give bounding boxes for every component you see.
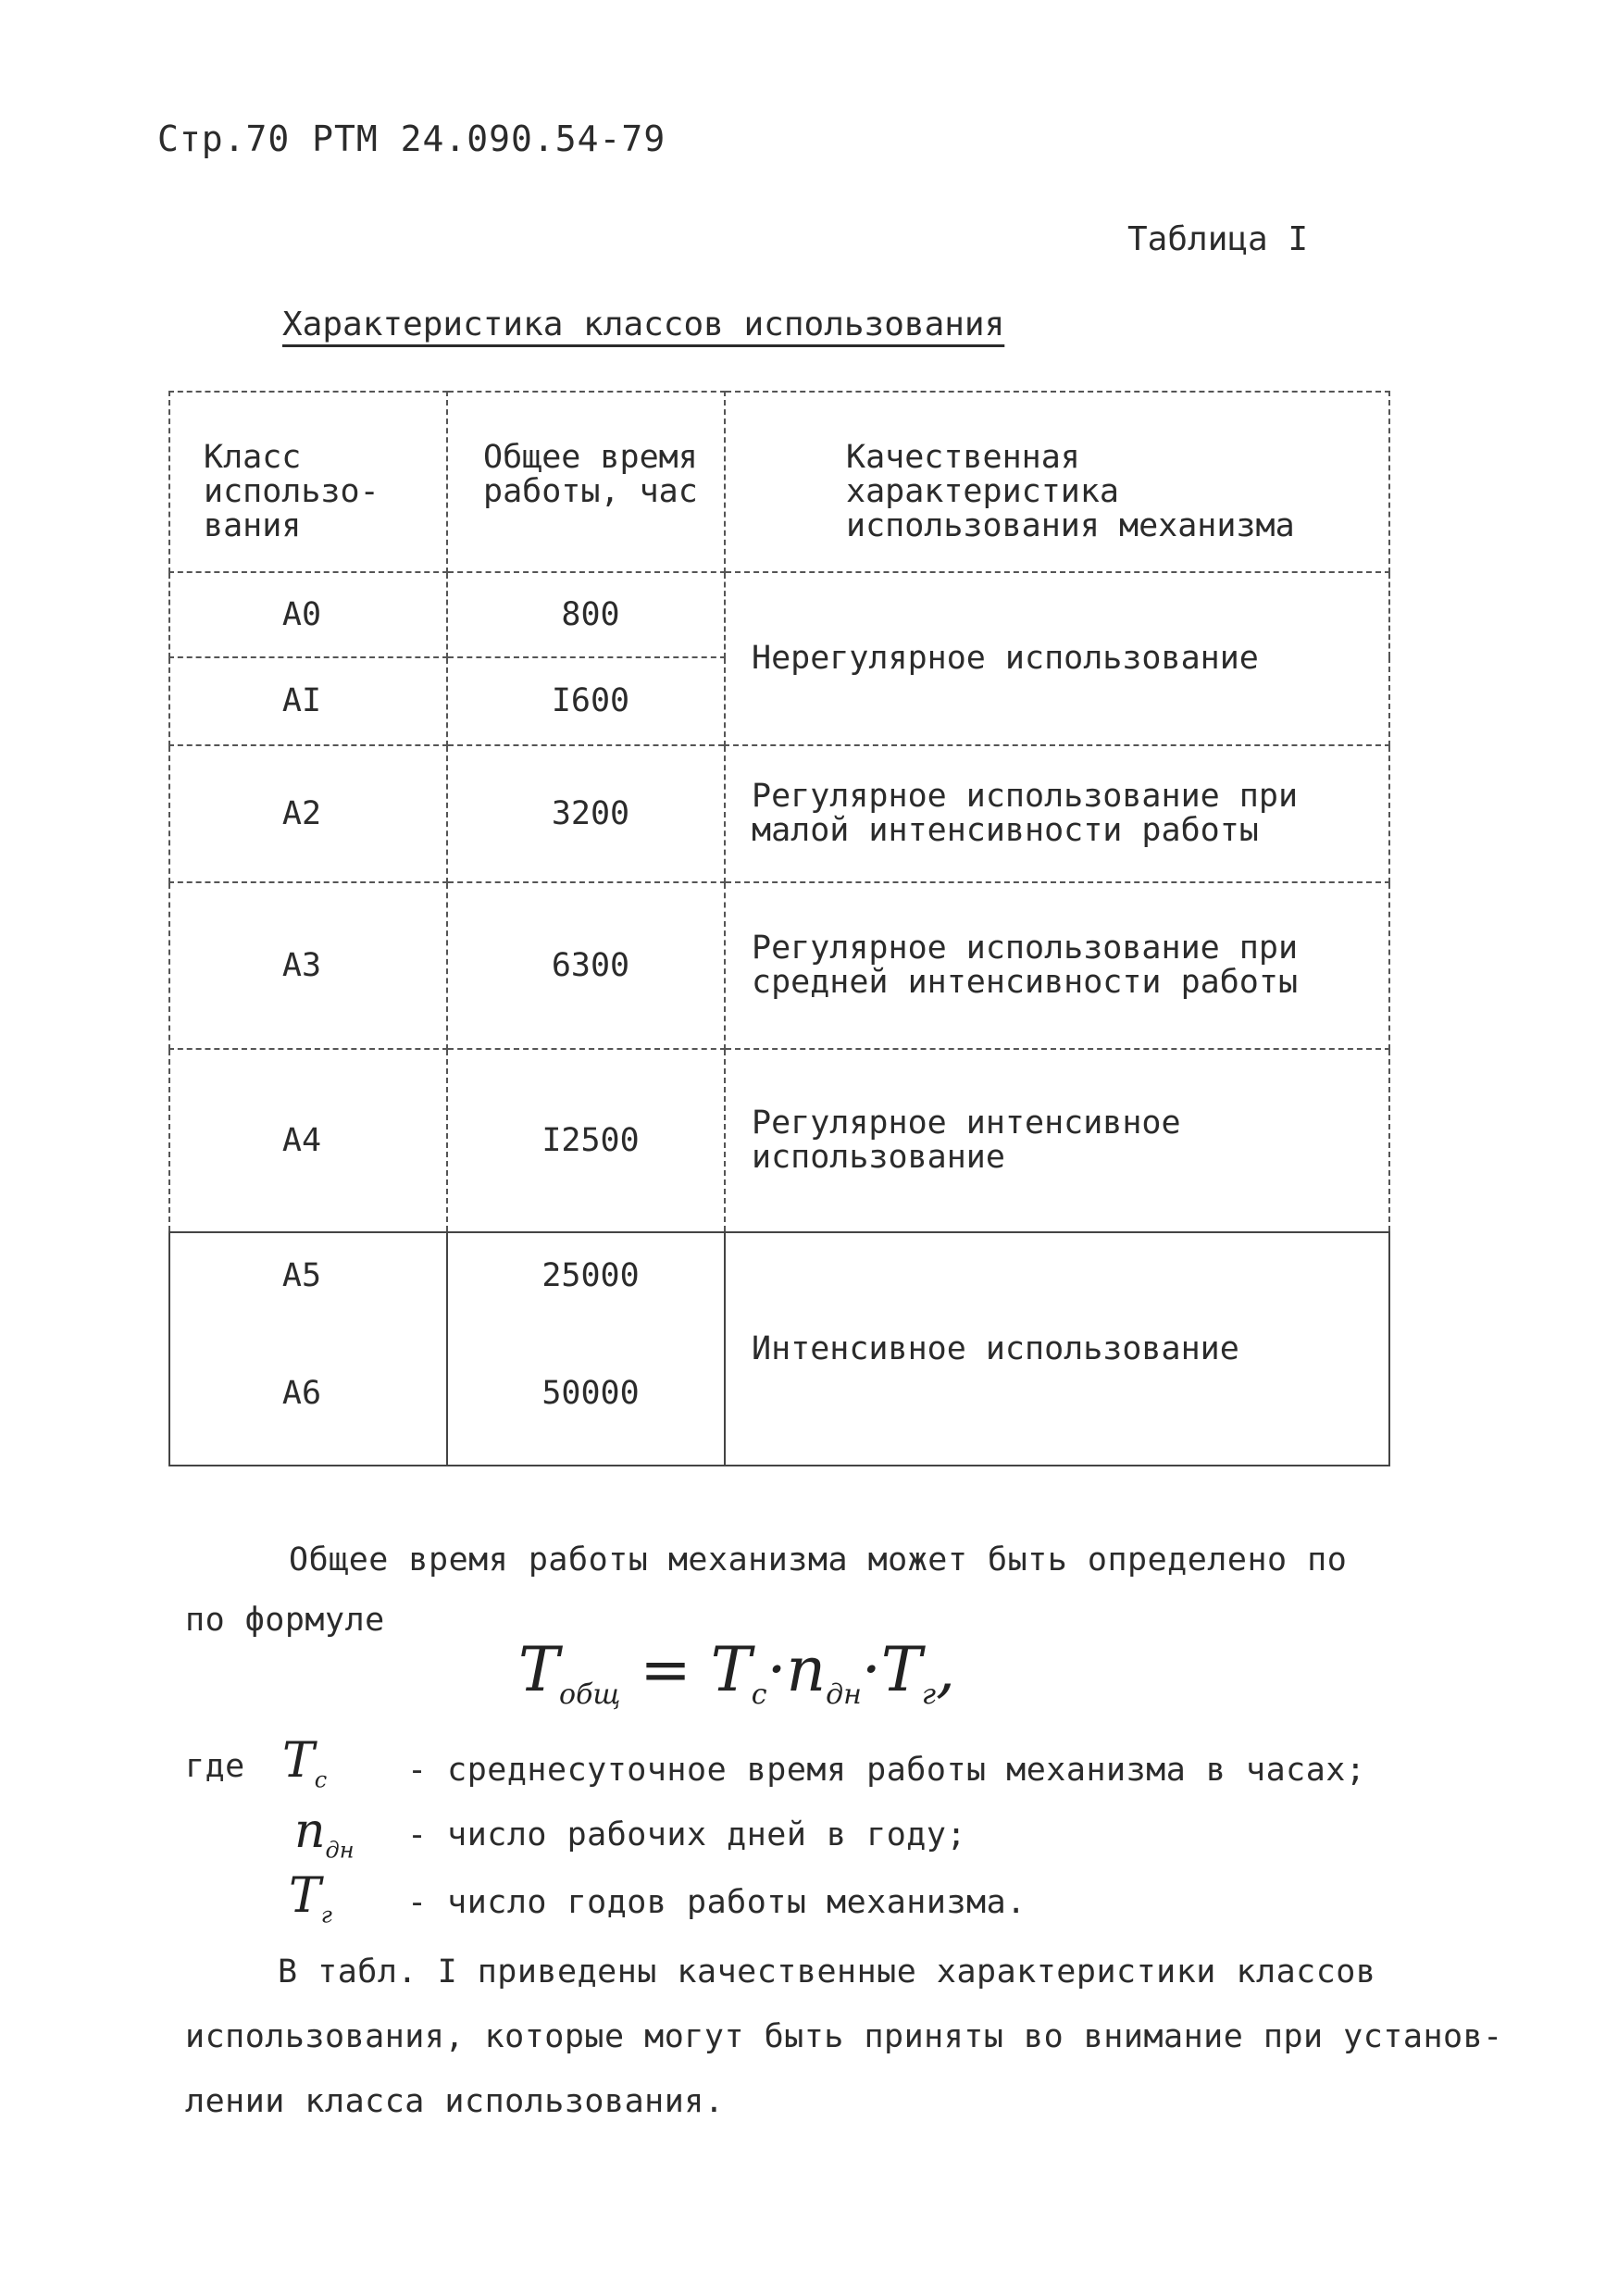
description-cell: Регулярное интенсивное использование: [725, 1049, 1389, 1232]
class-cell: А3: [169, 882, 447, 1049]
time-cell: 50000: [541, 1374, 640, 1412]
paragraph-closing-line: лении класса использования.: [185, 2083, 725, 2120]
header-class: Класс использо-вания: [169, 392, 447, 572]
time-cell: 800: [447, 572, 725, 657]
formula-n: n: [786, 1634, 827, 1705]
formula-t2-subscript: г: [921, 1678, 937, 1712]
symbol-tc-description: - среднесуточное время работы механизма в часах;: [407, 1752, 1366, 1789]
formula-t1: T: [710, 1634, 752, 1705]
table-row: [169, 882, 1389, 1049]
formula-t2: T: [880, 1634, 922, 1705]
formula-equals: =: [640, 1634, 691, 1705]
class-cell: А0: [169, 572, 447, 657]
time-cell: 3200: [447, 745, 725, 882]
symbol-letter: n: [294, 1803, 326, 1859]
symbol-tg: [289, 1868, 332, 1928]
description-cell: Нерегулярное использование: [725, 572, 1389, 745]
formula-lhs: T: [518, 1634, 560, 1705]
usage-class-table: [168, 391, 1390, 1466]
page-header: Стр.70 РТМ 24.090.54-79: [157, 119, 666, 159]
paragraph-formula-intro-continued: по формуле: [185, 1602, 385, 1639]
time-cell: I600: [447, 657, 725, 745]
class-cell: АI: [169, 657, 447, 745]
symbol-ndn: [294, 1803, 355, 1863]
symbol-ndn-description: - число рабочих дней в году;: [407, 1816, 967, 1853]
class-cell: А5: [281, 1257, 322, 1294]
time-pair-cell: [447, 1232, 725, 1466]
description-cell: Регулярное использование при малой интенсивности работы: [725, 745, 1389, 882]
table-header-row: [169, 392, 1389, 572]
table-row: [169, 572, 1389, 657]
paragraph-closing-line: использования, которые могут быть приняты во внимание при установ-: [185, 2018, 1503, 2055]
symbol-tc: [282, 1733, 327, 1792]
formula-lhs-subscript: общ: [559, 1678, 621, 1712]
time-cell: 6300: [447, 882, 725, 1049]
formula-dot: ·: [861, 1634, 881, 1705]
class-cell: А2: [169, 745, 447, 882]
where-word: где: [185, 1748, 245, 1785]
symbol-letter: T: [289, 1868, 321, 1924]
formula: [518, 1634, 955, 1711]
time-cell: I2500: [447, 1049, 725, 1232]
formula-n-subscript: дн: [826, 1678, 862, 1712]
class-cell: А4: [169, 1049, 447, 1232]
table-label: Таблица I: [1127, 220, 1309, 258]
table-row: [169, 745, 1389, 882]
paragraph-formula-intro: Общее время работы механизма может быть определено по: [289, 1541, 1348, 1578]
time-cell: 25000: [541, 1257, 640, 1294]
symbol-tg-description: - число годов работы механизма.: [407, 1884, 1027, 1921]
table-caption: Характеристика классов использования: [282, 306, 1005, 343]
formula-dot: ·: [766, 1634, 787, 1705]
header-time: Общее время работы, час: [447, 392, 725, 572]
symbol-subscript: с: [314, 1766, 328, 1793]
symbol-letter: T: [282, 1733, 315, 1789]
description-cell: Регулярное использование при средней интенсивности работы: [725, 882, 1389, 1049]
table-row: [169, 1049, 1389, 1232]
paragraph-closing-line: В табл. I приведены качественные характеристики классов: [278, 1953, 1376, 1990]
formula-t1-subscript: с: [751, 1678, 767, 1712]
formula-comma: ,: [936, 1634, 956, 1705]
class-pair-cell: [169, 1232, 447, 1466]
symbol-subscript: г: [320, 1902, 332, 1928]
symbol-subscript: дн: [325, 1837, 355, 1864]
table-row: [169, 1232, 1389, 1466]
header-description: Качественная характеристика использования механизма: [725, 392, 1389, 572]
class-cell: А6: [281, 1374, 322, 1412]
description-cell: Интенсивное использование: [725, 1232, 1389, 1466]
